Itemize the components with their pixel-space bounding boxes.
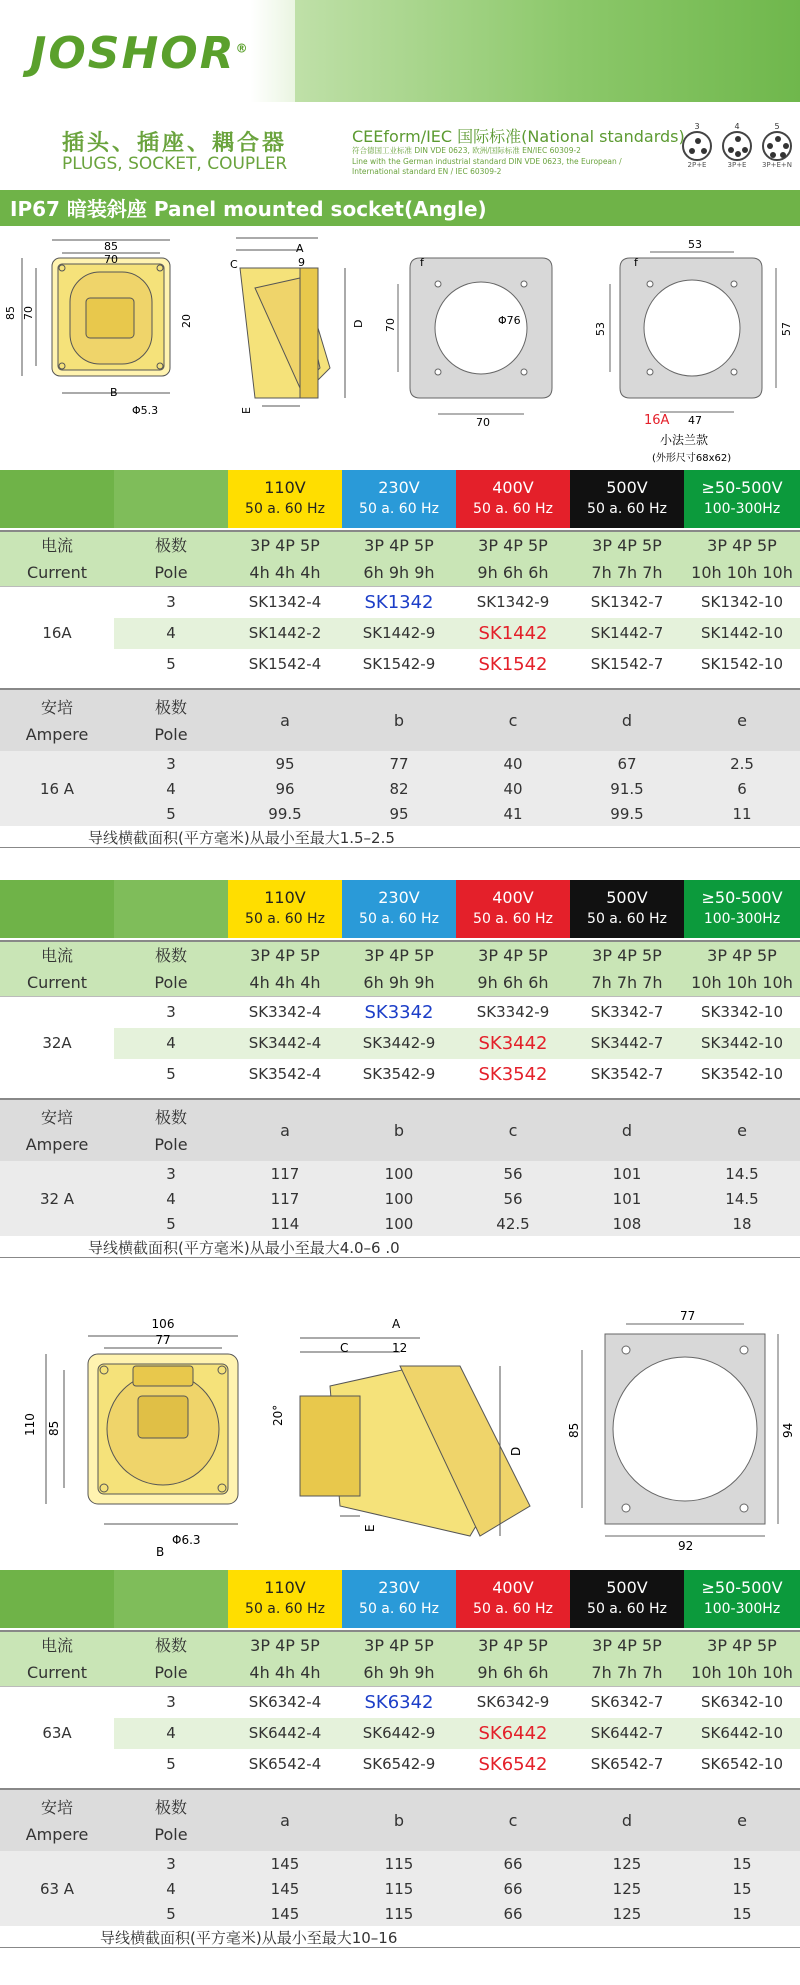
- pole-value: 3: [166, 1854, 176, 1873]
- pole-group: 3P 4P 5P 7h 7h 7h: [591, 536, 663, 582]
- dim-value: 145: [270, 1854, 300, 1873]
- pole-value: 5: [166, 1904, 176, 1923]
- dim-c: C: [230, 258, 238, 271]
- dim-e: E: [240, 407, 253, 414]
- dim-value: 15: [732, 1854, 752, 1873]
- voltage-cell: ≥50-500V 100-300Hz: [684, 880, 800, 938]
- title-en: PLUGS, SOCKET, COUPLER: [62, 154, 288, 174]
- model-code: SK6342-7: [590, 1693, 664, 1712]
- dim-12: 12: [392, 1341, 408, 1355]
- pole-group: 3P 4P 5P 9h 6h 6h: [477, 1636, 549, 1682]
- dim-70-h: 70: [384, 318, 397, 332]
- voltage-header: [0, 880, 800, 938]
- current-label: 电流 Current: [26, 536, 88, 582]
- voltage-cell: 230V 50 a. 60 Hz: [342, 880, 456, 938]
- dim-value: 66: [503, 1854, 523, 1873]
- pole-value: 3: [166, 1003, 176, 1022]
- model-code: SK6542-10: [700, 1755, 784, 1773]
- dim-value: 95: [275, 754, 295, 773]
- wire-section-note: 导线横截面积(平方毫米)从最小至最大4.0–6 .0: [88, 1239, 400, 1257]
- model-code: SK1442-10: [700, 624, 784, 642]
- dim-value: 66: [503, 1904, 523, 1923]
- ampere-value: 32 A: [39, 1189, 75, 1208]
- dim-85-flange: 85: [567, 1422, 581, 1438]
- wire-section-note: 导线横截面积(平方毫米)从最小至最大1.5–2.5: [88, 829, 395, 847]
- model-code: SK6342: [364, 1691, 434, 1713]
- dim-b-large: B: [156, 1545, 165, 1559]
- front-view-small: [22, 240, 170, 393]
- dim-85-side: 85: [4, 306, 17, 320]
- model-code: SK3442-9: [362, 1034, 436, 1052]
- dim-value: 42.5: [496, 1214, 530, 1233]
- flange-square: [398, 258, 552, 414]
- pole-value: 4: [166, 779, 176, 798]
- ampere-label: 安培 Ampere: [25, 1797, 89, 1844]
- pole-value: 5: [166, 1755, 176, 1773]
- model-code: SK1442-7: [590, 624, 664, 642]
- model-code: SK1542-9: [362, 655, 436, 673]
- pin-diagram-3: 3 2P+E: [678, 122, 716, 169]
- dim-col-header: e: [737, 1121, 747, 1140]
- dim-d: D: [352, 319, 365, 328]
- voltage-header: [0, 1570, 800, 1628]
- pin-diagram-4: 4 3P+E: [718, 122, 756, 169]
- dim-value: 14.5: [725, 1189, 759, 1208]
- dim-value: 114: [270, 1214, 300, 1233]
- dim-77: 77: [155, 1333, 171, 1347]
- caption-outline-size: (外形尺寸68x62): [652, 453, 732, 464]
- voltage-cell: 400V 50 a. 60 Hz: [456, 880, 570, 938]
- model-code: SK1542-7: [590, 655, 664, 673]
- model-code: SK1542-10: [700, 655, 784, 673]
- current-value: 32A: [0, 997, 114, 1090]
- model-code: SK1342-7: [590, 593, 664, 612]
- voltage-cell: 500V 50 a. 60 Hz: [570, 880, 684, 938]
- pole-group: 3P 4P 5P 6h 9h 9h: [363, 946, 435, 992]
- voltage-header: [0, 470, 800, 528]
- ampere-label: 安培 Ampere: [25, 1107, 89, 1154]
- pole-label: 极数 Pole: [154, 1636, 188, 1682]
- dim-f2: f: [634, 256, 638, 269]
- model-code: SK3442: [478, 1032, 548, 1054]
- voltage-cell: 500V 50 a. 60 Hz: [570, 470, 684, 528]
- dim-value: 15: [732, 1879, 752, 1898]
- dim-85: 85: [47, 1420, 61, 1436]
- pole-group: 3P 4P 5P 6h 9h 9h: [363, 1636, 435, 1682]
- pole-value: 4: [166, 1189, 176, 1208]
- ampere-value: 63 A: [39, 1879, 75, 1898]
- dim-value: 96: [275, 779, 295, 798]
- dim-value: 18: [732, 1214, 752, 1233]
- model-code: SK1542-4: [248, 655, 322, 673]
- current-value: 16A: [0, 587, 114, 680]
- model-code: SK6442-9: [362, 1724, 436, 1742]
- voltage-cell: 110V 50 a. 60 Hz: [228, 1570, 342, 1628]
- dim-col-header: b: [393, 711, 405, 730]
- dim-value: 56: [503, 1164, 523, 1183]
- dim-col-header: b: [393, 1121, 405, 1140]
- model-code: SK3442-7: [590, 1034, 664, 1052]
- dim-94-flange: 94: [781, 1422, 795, 1438]
- ampere-value: 16 A: [39, 779, 75, 798]
- voltage-cell: ≥50-500V 100-300Hz: [684, 1570, 800, 1628]
- pole-label: 极数 Pole: [154, 697, 188, 744]
- model-code: SK6442: [478, 1722, 548, 1744]
- pole-group: 3P 4P 5P 10h 10h 10h: [691, 946, 793, 992]
- pole-group: 3P 4P 5P 10h 10h 10h: [691, 536, 793, 582]
- dim-value: 100: [384, 1214, 414, 1233]
- dim-value: 91.5: [610, 779, 644, 798]
- dim-57-h: 57: [780, 322, 793, 336]
- dim-value: 56: [503, 1189, 523, 1208]
- code-table: [0, 940, 800, 1090]
- pin-diagram-5: 5 3P+E+N: [761, 122, 793, 169]
- pole-value: 4: [166, 1879, 176, 1898]
- drawings-16a: [0, 228, 800, 468]
- model-code: SK1342-4: [248, 593, 322, 612]
- dim-value: 99.5: [268, 804, 302, 823]
- model-code: SK3342-7: [590, 1003, 664, 1022]
- dim-col-header: d: [621, 1121, 633, 1140]
- pole-value: 5: [166, 1214, 176, 1233]
- dim-value: 41: [503, 804, 523, 823]
- model-code: SK3542-4: [248, 1065, 322, 1083]
- pole-group: 3P 4P 5P 9h 6h 6h: [477, 946, 549, 992]
- voltage-cell: 500V 50 a. 60 Hz: [570, 1570, 684, 1628]
- dim-92-flange: 92: [678, 1539, 694, 1553]
- voltage-cell: 110V 50 a. 60 Hz: [228, 880, 342, 938]
- voltage-cell: 230V 50 a. 60 Hz: [342, 470, 456, 528]
- dim-53-h: 53: [594, 322, 607, 336]
- model-code: SK1342-9: [476, 593, 550, 612]
- wire-section-note: 导线横截面积(平方毫米)从最小至最大10–16: [100, 1929, 398, 1947]
- dim-value: 11: [732, 804, 752, 823]
- model-code: SK3442-4: [248, 1034, 322, 1052]
- dim-70-top: 70: [104, 253, 118, 266]
- pole-group: 3P 4P 5P 6h 9h 9h: [363, 536, 435, 582]
- model-code: SK3442-10: [700, 1034, 784, 1052]
- dim-value: 108: [612, 1214, 642, 1233]
- code-table: [0, 1630, 800, 1780]
- standard-note: 符合德国工业标准 DIN VDE 0623, 欧洲/国际标准 EN/IEC 60309-2 Line with the German industrial standard DIN VDE 0623, the European / International standard EN / IEC 60309-2: [352, 146, 622, 176]
- dimension-table: [0, 1098, 800, 1236]
- voltage-cell: ≥50-500V 100-300Hz: [684, 470, 800, 528]
- dim-value: 117: [270, 1164, 300, 1183]
- model-code: SK6442-10: [700, 1724, 784, 1742]
- section-title: IP67 暗装斜座 Panel mounted socket(Angle): [10, 197, 487, 221]
- pole-value: 5: [166, 655, 176, 673]
- dim-a-large: A: [392, 1317, 401, 1331]
- dim-col-header: c: [508, 1811, 518, 1830]
- dim-col-header: c: [508, 1121, 518, 1140]
- flange-large: [582, 1324, 778, 1536]
- pole-group: 3P 4P 5P 4h 4h 4h: [249, 536, 321, 582]
- dim-value: 40: [503, 754, 523, 773]
- dim-value: 100: [384, 1189, 414, 1208]
- model-code: SK6542: [478, 1753, 548, 1775]
- pole-value: 4: [166, 1034, 176, 1052]
- pole-group: 3P 4P 5P 4h 4h 4h: [249, 1636, 321, 1682]
- divider: [0, 847, 800, 848]
- dim-value: 99.5: [610, 804, 644, 823]
- model-code: SK1542: [478, 653, 548, 675]
- pole-value: 3: [166, 1164, 176, 1183]
- flange-small: [610, 252, 776, 412]
- model-code: SK6342-9: [476, 1693, 550, 1712]
- dim-value: 125: [612, 1904, 642, 1923]
- pole-value: 3: [166, 754, 176, 773]
- model-code: SK1342: [364, 591, 434, 613]
- divider: [0, 1257, 800, 1258]
- dim-col-header: d: [621, 711, 633, 730]
- dim-c-large: C: [340, 1341, 349, 1355]
- dim-col-header: e: [737, 1811, 747, 1830]
- model-code: SK6342-4: [248, 1693, 322, 1712]
- dim-e-large: E: [363, 1524, 377, 1532]
- dim-value: 100: [384, 1164, 414, 1183]
- dim-col-header: e: [737, 711, 747, 730]
- dim-col-header: a: [280, 711, 290, 730]
- side-view-large: [300, 1338, 530, 1536]
- drawings-63a: [0, 1306, 800, 1576]
- dim-value: 115: [384, 1854, 414, 1873]
- dim-col-header: c: [508, 711, 518, 730]
- model-code: SK6542-4: [248, 1755, 322, 1773]
- model-code: SK3342-4: [248, 1003, 322, 1022]
- dim-value: 15: [732, 1904, 752, 1923]
- dim-53-w: 53: [688, 238, 702, 251]
- dim-value: 67: [617, 754, 637, 773]
- pole-group: 3P 4P 5P 10h 10h 10h: [691, 1636, 793, 1682]
- pole-value: 4: [166, 624, 176, 642]
- dim-20: 20: [180, 314, 193, 328]
- current-label: 电流 Current: [26, 946, 88, 992]
- dim-dia76: Φ76: [498, 314, 521, 327]
- dim-col-header: d: [621, 1811, 633, 1830]
- title-cn: 插头、插座、耦合器: [62, 131, 288, 156]
- dimension-table: [0, 688, 800, 826]
- pole-label: 极数 Pole: [154, 1797, 188, 1844]
- pole-label: 极数 Pole: [154, 536, 188, 582]
- dim-value: 117: [270, 1189, 300, 1208]
- code-table: [0, 530, 800, 680]
- pole-label: 极数 Pole: [154, 946, 188, 992]
- dim-value: 125: [612, 1854, 642, 1873]
- model-code: SK1442-2: [248, 624, 322, 642]
- pole-value: 5: [166, 1065, 176, 1083]
- dim-value: 66: [503, 1879, 523, 1898]
- dim-106: 106: [151, 1317, 175, 1331]
- pole-group: 3P 4P 5P 7h 7h 7h: [591, 946, 663, 992]
- model-code: SK3542-10: [700, 1065, 784, 1083]
- dim-20deg: 20°: [271, 1404, 285, 1426]
- pole-group: 3P 4P 5P 4h 4h 4h: [249, 946, 321, 992]
- pole-value: 5: [166, 804, 176, 823]
- dim-value: 82: [389, 779, 409, 798]
- dim-col-header: a: [280, 1811, 290, 1830]
- model-code: SK3542: [478, 1063, 548, 1085]
- dim-110: 110: [23, 1413, 37, 1436]
- voltage-cell: 110V 50 a. 60 Hz: [228, 470, 342, 528]
- model-code: SK6342-10: [700, 1693, 784, 1712]
- standard-title: CEEform/IEC 国际标准(National standards): [352, 127, 685, 146]
- model-code: SK3342-10: [700, 1003, 784, 1022]
- front-view-large: [46, 1336, 238, 1524]
- dim-col-header: a: [280, 1121, 290, 1140]
- brand-logo: JOSHOR®: [30, 28, 250, 79]
- model-code: SK6442-7: [590, 1724, 664, 1742]
- model-code: SK1442-9: [362, 624, 436, 642]
- dim-hole: Φ5.3: [132, 404, 159, 417]
- dim-70-side: 70: [22, 306, 35, 320]
- pole-value: 3: [166, 593, 176, 612]
- pole-value: 3: [166, 1693, 176, 1712]
- caption-small-flange: 小法兰款: [660, 433, 709, 447]
- dim-70-w: 70: [476, 416, 490, 429]
- dimension-table: [0, 1788, 800, 1926]
- dim-col-header: b: [393, 1811, 405, 1830]
- pole-group: 3P 4P 5P 7h 7h 7h: [591, 1636, 663, 1682]
- dim-value: 101: [612, 1164, 642, 1183]
- dim-value: 115: [384, 1879, 414, 1898]
- voltage-cell: 400V 50 a. 60 Hz: [456, 470, 570, 528]
- dim-value: 145: [270, 1879, 300, 1898]
- pole-label: 极数 Pole: [154, 1107, 188, 1154]
- model-code: SK1442: [478, 622, 548, 644]
- dim-value: 77: [389, 754, 409, 773]
- dim-9: 9: [298, 256, 305, 269]
- voltage-cell: 230V 50 a. 60 Hz: [342, 1570, 456, 1628]
- dim-value: 6: [737, 779, 747, 798]
- dim-f1: f: [420, 256, 424, 269]
- dim-value: 95: [389, 804, 409, 823]
- ampere-label: 安培 Ampere: [25, 697, 89, 744]
- dim-47-w: 47: [688, 414, 702, 427]
- model-code: SK3342-9: [476, 1003, 550, 1022]
- dim-85-top: 85: [104, 240, 118, 253]
- dim-value: 125: [612, 1879, 642, 1898]
- tag-16a: 16A: [644, 413, 670, 428]
- model-code: SK3542-9: [362, 1065, 436, 1083]
- current-value: 63A: [0, 1687, 114, 1780]
- dim-value: 14.5: [725, 1164, 759, 1183]
- dim-value: 101: [612, 1189, 642, 1208]
- dim-value: 40: [503, 779, 523, 798]
- dim-b: B: [110, 386, 118, 399]
- pole-value: 4: [166, 1724, 176, 1742]
- pole-group: 3P 4P 5P 9h 6h 6h: [477, 536, 549, 582]
- model-code: SK6542-7: [590, 1755, 664, 1773]
- divider: [0, 1947, 800, 1948]
- side-view-small: [236, 238, 345, 406]
- dim-77-flange: 77: [680, 1309, 696, 1323]
- current-label: 电流 Current: [26, 1636, 88, 1682]
- dim-value: 2.5: [730, 754, 754, 773]
- dim-value: 115: [384, 1904, 414, 1923]
- model-code: SK3342: [364, 1001, 434, 1023]
- header-green-panel: [295, 0, 800, 102]
- dim-a: A: [296, 242, 304, 255]
- model-code: SK3542-7: [590, 1065, 664, 1083]
- dim-d-large: D: [509, 1446, 523, 1456]
- voltage-cell: 400V 50 a. 60 Hz: [456, 1570, 570, 1628]
- model-code: SK6542-9: [362, 1755, 436, 1773]
- dim-value: 145: [270, 1904, 300, 1923]
- header-band: [0, 0, 800, 102]
- dim-hole-large: Φ6.3: [172, 1533, 201, 1547]
- model-code: SK6442-4: [248, 1724, 322, 1742]
- model-code: SK1342-10: [700, 593, 784, 612]
